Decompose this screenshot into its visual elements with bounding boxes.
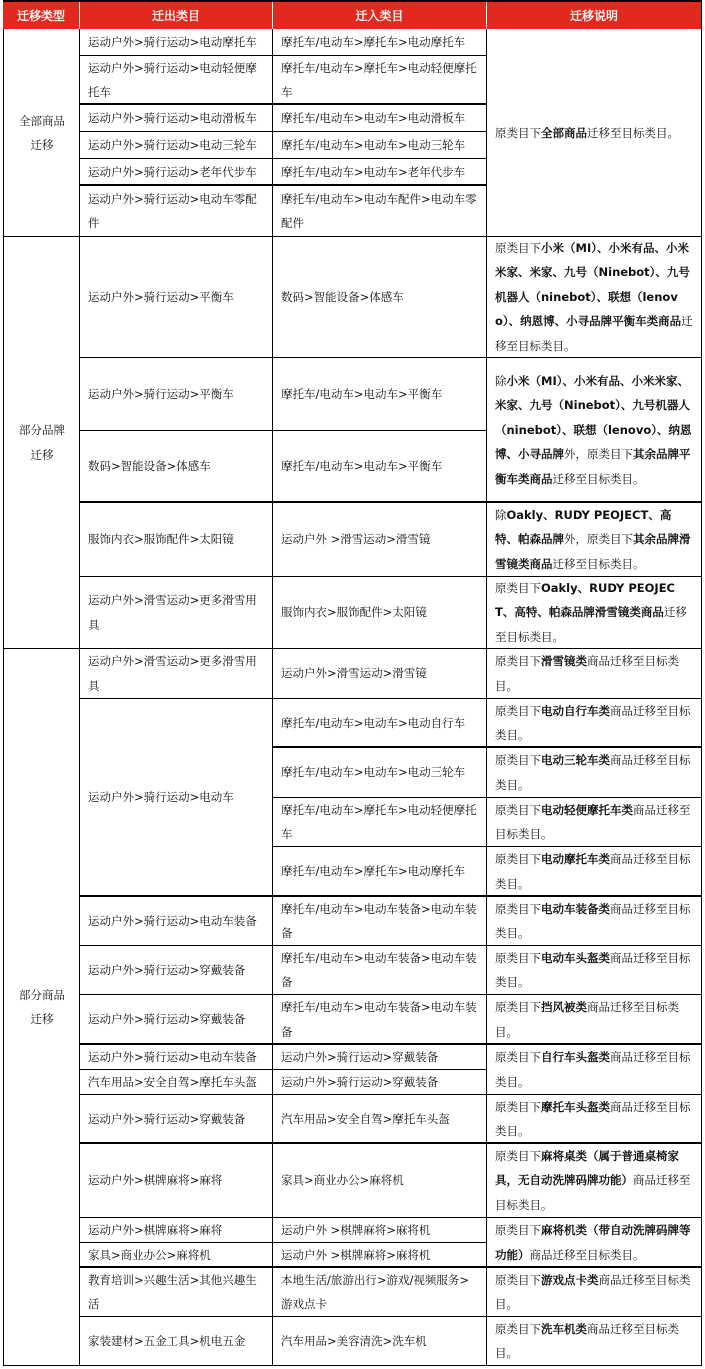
header-desc: 迁移说明 [487, 2, 701, 29]
to-category-cell-text: 摩托车/电动车>电动车>电动三轮车 [281, 137, 466, 152]
from-category-cell-text: 运动户外>骑行运动>电动轻便摩托车 [88, 60, 257, 99]
to-category-cell [273, 699, 486, 747]
migration-type-line: 迁移 [30, 138, 54, 152]
from-category-cell-text: 家具>商业办公>麻将机 [88, 1247, 211, 1262]
from-category-cell-text: 运动户外>骑行运动>平衡车 [88, 289, 234, 304]
migration-description-cell [487, 649, 701, 698]
header-from: 迁出类目 [80, 2, 272, 29]
migration-description-cell-text [495, 1218, 694, 1267]
migration-description-cell [487, 798, 701, 846]
row-divider [272, 1365, 487, 1366]
from-category-cell [80, 186, 272, 236]
description-highlight: 其余品牌平衡车类商品 [495, 447, 691, 486]
to-category-cell [273, 1045, 486, 1069]
from-category-cell-text: 运动户外>棋牌麻将>麻将 [88, 1222, 223, 1237]
to-category-cell [273, 798, 486, 846]
description-text: 原类目下 [495, 1148, 541, 1163]
header-type: 迁移类型 [3, 2, 79, 29]
from-category-cell-text: 运动户外>骑行运动>老年代步车 [88, 164, 257, 179]
from-category-cell [80, 56, 272, 104]
migration-type-cell [4, 649, 79, 1365]
description-text: 商品迁移至目标类目。 [495, 654, 679, 693]
migration-description-cell-text [495, 503, 694, 576]
migration-description-cell [487, 1317, 701, 1365]
column-divider [79, 29, 80, 1366]
description-text: 商品迁移至目标类目。 [495, 703, 691, 742]
migration-description-cell-text [495, 121, 679, 146]
column-divider [272, 29, 273, 1366]
description-text: 商品迁移至目标类目。 [495, 852, 691, 891]
to-category-cell [273, 132, 486, 158]
description-text: 原类目下 [495, 1099, 541, 1114]
from-category-cell [80, 105, 272, 131]
from-category-cell-text: 运动户外>滑雪运动>更多滑雪用具 [88, 654, 257, 693]
to-category-cell-text: 汽车用品>美容清洗>洗车机 [281, 1333, 427, 1348]
from-category-cell-text: 教育培训>兴趣生活>其他兴趣生活 [88, 1272, 257, 1311]
to-category-cell [273, 897, 486, 945]
from-category-cell-text: 运动户外>骑行运动>电动车零配件 [88, 191, 257, 230]
description-text: 商品迁移至目标类目。 [495, 1321, 679, 1360]
to-category-cell-text: 摩托车/电动车>电动车>电动三轮车 [281, 765, 466, 780]
to-category-cell-text: 运动户外>滑雪运动>滑雪镜 [281, 666, 427, 681]
description-text: 商品迁移至目标类目。 [495, 1050, 691, 1089]
description-text: 原类目下 [495, 1050, 541, 1064]
from-category-cell [80, 995, 272, 1044]
from-category-cell-text: 服饰内衣>服饰配件>太阳镜 [88, 532, 234, 547]
from-category-cell [80, 1218, 272, 1242]
to-category-cell [273, 358, 486, 430]
migration-description-cell [487, 577, 701, 648]
migration-description-cell [487, 237, 701, 357]
migration-type-cell [4, 30, 79, 236]
description-text: 迁移至目标类目。 [587, 125, 679, 140]
from-category-cell [80, 1243, 272, 1267]
description-text: 外，原类目下 [564, 532, 633, 547]
migration-description-cell-text [495, 798, 694, 846]
description-highlight: 小米（MI）、小米有品、小米米家、米家、九号（Ninebot）、九号机器人（ninebot）、联想（lenovo）、纳恩博、小寻品牌 [495, 373, 692, 462]
from-category-cell-text: 运动户外>骑行运动>电动滑板车 [88, 110, 257, 125]
to-category-cell-text: 摩托车/电动车>电动车>电动滑板车 [281, 110, 466, 125]
header-to: 迁入类目 [273, 2, 486, 29]
from-category-cell-text: 运动户外>棋牌麻将>麻将 [88, 1173, 223, 1188]
migration-type-line: 部分品牌 [19, 423, 65, 437]
description-highlight: 滑雪镜类 [541, 654, 587, 668]
description-text: 原类目下 [495, 654, 541, 668]
description-highlight: 游戏点卡类 [541, 1272, 599, 1287]
description-text: 迁移至目标类目。 [552, 556, 645, 571]
description-text: 迁移至目标类目。 [552, 471, 645, 486]
from-category-cell [80, 1070, 272, 1094]
row-divider [3, 1365, 80, 1366]
migration-type-line: 部分商品 [19, 987, 65, 1002]
description-highlight: 电动轻便摩托车类 [541, 802, 633, 817]
to-category-cell-text: 摩托车/电动车>电动车装备>电动车装备 [281, 950, 477, 989]
to-category-cell-text: 汽车用品>安全自驾>摩托车头盔 [281, 1111, 450, 1126]
to-category-cell [273, 1095, 486, 1143]
description-text: 原类目下 [495, 802, 541, 817]
description-text: 原类目下 [495, 852, 541, 866]
migration-description-cell-text [495, 369, 694, 492]
migration-description-cell [487, 748, 701, 797]
to-category-cell [273, 1144, 486, 1217]
description-text: 原类目下 [495, 753, 541, 767]
from-category-cell-text: 汽车用品>安全自驾>摩托车头盔 [88, 1074, 257, 1089]
migration-description-cell [487, 946, 701, 994]
to-category-cell-text: 摩托车/电动车>电动车>电动自行车 [281, 715, 466, 730]
migration-description-cell-text [495, 577, 694, 648]
migration-type-line: 迁移 [30, 1012, 54, 1026]
from-category-cell-text: 运动户外>滑雪运动>更多滑雪用具 [88, 593, 257, 632]
description-text: 原类目下 [495, 703, 541, 718]
migration-description-cell-text [495, 995, 694, 1044]
to-category-cell [273, 105, 486, 131]
to-category-cell [273, 847, 486, 896]
description-highlight: 麻将机类（带自动洗牌码牌等功能） [495, 1223, 691, 1262]
to-category-cell [273, 30, 486, 55]
description-text: 商品迁移至目标类目。 [495, 950, 691, 989]
description-text: 迁移至目标类目。 [495, 605, 687, 644]
description-highlight: 电动车头盔类 [541, 950, 610, 965]
description-text: 原类目下 [495, 1223, 541, 1237]
to-category-cell [273, 1218, 486, 1242]
from-category-cell [80, 946, 272, 994]
migration-description-cell [487, 1268, 701, 1316]
migration-description-cell [487, 1144, 701, 1217]
to-category-cell [273, 186, 486, 236]
migration-description-cell [487, 1218, 701, 1267]
migration-description-cell [487, 897, 701, 945]
from-category-cell [80, 431, 272, 502]
description-text: 商品迁移至目标类目。 [495, 1272, 691, 1311]
table-top-border [3, 0, 702, 2]
description-text: 外，原类目下 [564, 447, 633, 462]
description-text: 除 [495, 507, 507, 522]
column-divider [701, 0, 702, 1366]
from-category-cell-text: 运动户外>骑行运动>穿戴装备 [88, 1111, 246, 1126]
to-category-cell-text: 摩托车/电动车>电动车装备>电动车装备 [281, 901, 477, 940]
migration-description-cell [487, 1095, 701, 1143]
description-highlight: 电动自行车类 [541, 703, 610, 718]
description-highlight: Oakly、RUDY PEOJECT、高特、帕森品牌滑雪镜类商品 [495, 580, 675, 620]
migration-description-cell-text [495, 748, 694, 797]
description-text: 商品迁移至目标类目。 [495, 1000, 679, 1039]
description-highlight: 小米（MI）、小米有品、小米米家、米家、九号（Ninebot）、九号机器人（ninebot）、联想（lenovo）、纳恩博、小寻品牌平衡车类商品 [495, 240, 690, 329]
to-category-cell-text: 摩托车/电动车>电动车>平衡车 [281, 386, 443, 401]
description-text: 原类目下 [495, 125, 541, 140]
migration-description-cell-text [495, 699, 694, 747]
to-category-cell [273, 1317, 486, 1365]
description-text: 原类目下 [495, 901, 541, 916]
from-category-cell [80, 237, 272, 357]
from-category-cell [80, 159, 272, 185]
from-category-cell [80, 577, 272, 648]
to-category-cell [273, 748, 486, 797]
from-category-cell [80, 1317, 272, 1365]
description-highlight: 全部商品 [541, 125, 587, 140]
from-category-cell [80, 1144, 272, 1217]
column-divider [3, 29, 4, 1366]
to-category-cell-text: 服饰内衣>服饰配件>太阳镜 [281, 605, 427, 620]
from-category-cell-text: 运动户外>骑行运动>穿戴装备 [88, 1012, 246, 1027]
migration-description-cell-text [495, 1144, 694, 1217]
description-highlight: 自行车头盔类 [541, 1050, 610, 1064]
to-category-cell [273, 577, 486, 648]
to-category-cell-text: 运动户外 >滑雪运动>滑雪镜 [281, 532, 431, 547]
to-category-cell [273, 946, 486, 994]
to-category-cell [273, 431, 486, 502]
to-category-cell [273, 1243, 486, 1267]
from-category-cell [80, 1045, 272, 1069]
from-category-cell-text: 运动户外>骑行运动>穿戴装备 [88, 962, 246, 977]
from-category-cell [80, 699, 272, 896]
from-category-cell [80, 358, 272, 430]
migration-description-cell-text [495, 1268, 694, 1316]
description-highlight: 电动车装备类 [541, 901, 610, 916]
description-text: 商品迁移至目标类目。 [495, 1099, 691, 1138]
from-category-cell [80, 897, 272, 945]
migration-description-cell-text [495, 847, 694, 896]
to-category-cell-text: 摩托车/电动车>摩托车>电动轻便摩托车 [281, 60, 477, 99]
migration-description-cell-text [495, 946, 694, 994]
migration-type-cell-text [19, 418, 65, 467]
to-category-cell-text: 运动户外 >棋牌麻将>麻将机 [281, 1222, 431, 1237]
to-category-cell [273, 995, 486, 1044]
row-divider [79, 1365, 273, 1366]
description-highlight: 电动三轮车类 [541, 753, 610, 767]
to-category-cell-text: 运动户外 >棋牌麻将>麻将机 [281, 1247, 431, 1262]
to-category-cell-text: 摩托车/电动车>摩托车>电动摩托车 [281, 864, 466, 879]
description-highlight: 摩托车头盔类 [541, 1099, 610, 1114]
migration-description-cell-text [495, 897, 694, 945]
migration-type-cell-text [19, 109, 65, 158]
migration-description-cell [487, 503, 701, 576]
migration-type-cell-text [19, 983, 65, 1032]
migration-type-cell [4, 237, 79, 648]
to-category-cell-text: 摩托车/电动车>电动车配件>电动车零配件 [281, 191, 477, 230]
column-divider [486, 29, 487, 1366]
migration-description-cell-text [495, 237, 694, 357]
migration-description-cell [487, 30, 701, 236]
description-text: 迁移至目标类目。 [495, 314, 693, 353]
migration-description-cell [487, 995, 701, 1044]
from-category-cell [80, 649, 272, 698]
to-category-cell-text: 运动户外>骑行运动>穿戴装备 [281, 1074, 439, 1089]
row-divider [486, 1365, 702, 1366]
migration-type-line: 迁移 [30, 447, 54, 462]
to-category-cell [273, 56, 486, 104]
to-category-cell-text: 摩托车/电动车>电动车>平衡车 [281, 459, 443, 474]
from-category-cell [80, 503, 272, 576]
description-text: 商品迁移至目标类目。 [529, 1247, 645, 1262]
to-category-cell-text: 家具>商业办公>麻将机 [281, 1173, 404, 1188]
to-category-cell-text: 运动户外>骑行运动>穿戴装备 [281, 1049, 439, 1064]
migration-description-cell [487, 1045, 701, 1094]
to-category-cell-text: 摩托车/电动车>电动车>老年代步车 [281, 164, 466, 179]
description-text: 商品迁移至目标类目。 [495, 753, 691, 792]
description-highlight: 其余品牌滑雪镜类商品 [495, 532, 691, 571]
description-highlight: 挡风被类 [541, 1000, 587, 1014]
to-category-cell [273, 649, 486, 698]
to-category-cell-text: 数码>智能设备>体感车 [281, 289, 404, 304]
to-category-cell-text: 本地生活/旅游出行>游戏/视频服务>游戏点卡 [281, 1272, 470, 1311]
description-highlight: 洗车机类 [541, 1321, 587, 1336]
to-category-cell-text: 摩托车/电动车>摩托车>电动摩托车 [281, 35, 466, 50]
from-category-cell [80, 1095, 272, 1143]
migration-description-cell [487, 699, 701, 747]
from-category-cell-text: 运动户外>骑行运动>电动车装备 [88, 1049, 257, 1064]
description-text: 商品迁移至目标类目。 [495, 901, 691, 940]
description-text: 除 [495, 373, 507, 388]
from-category-cell-text: 家装建材>五金工具>机电五金 [88, 1333, 246, 1348]
migration-description-cell-text [495, 1317, 694, 1365]
description-text: 原类目下 [495, 1000, 541, 1014]
to-category-cell-text: 摩托车/电动车>摩托车>电动轻便摩托车 [281, 802, 477, 841]
migration-type-line: 全部商品 [19, 113, 65, 128]
description-text: 原类目下 [495, 950, 541, 965]
from-category-cell-text: 运动户外>骑行运动>电动车装备 [88, 913, 257, 928]
migration-description-cell-text [495, 649, 694, 698]
from-category-cell [80, 30, 272, 55]
migration-description-cell-text [495, 1095, 694, 1143]
description-highlight: Oakly、RUDY PEOJECT、高特、帕森品牌 [495, 507, 672, 547]
description-text: 原类目下 [495, 240, 541, 255]
description-highlight: 电动摩托车类 [541, 852, 610, 866]
description-text: 商品迁移至目标类目。 [495, 1173, 691, 1212]
migration-description-cell [487, 847, 701, 896]
to-category-cell [273, 1268, 486, 1316]
to-category-cell [273, 1070, 486, 1094]
from-category-cell [80, 1268, 272, 1316]
description-text: 原类目下 [495, 1321, 541, 1336]
to-category-cell-text: 摩托车/电动车>电动车装备>电动车装备 [281, 1000, 477, 1039]
migration-description-cell-text [495, 1045, 694, 1094]
description-highlight: 麻将桌类（属于普通桌椅家具，无自动洗牌码牌功能） [495, 1148, 679, 1188]
from-category-cell-text: 运动户外>骑行运动>电动三轮车 [88, 137, 257, 152]
description-text: 原类目下 [495, 1272, 541, 1287]
migration-description-cell [487, 358, 701, 502]
from-category-cell-text: 数码>智能设备>体感车 [88, 459, 211, 474]
description-text: 商品迁移至目标类目。 [495, 802, 691, 841]
to-category-cell [273, 159, 486, 185]
from-category-cell [80, 132, 272, 158]
to-category-cell [273, 237, 486, 357]
from-category-cell-text: 运动户外>骑行运动>电动车 [88, 790, 234, 805]
from-category-cell-text: 运动户外>骑行运动>平衡车 [88, 386, 234, 401]
from-category-cell-text: 运动户外>骑行运动>电动摩托车 [88, 35, 257, 50]
description-text: 原类目下 [495, 580, 541, 595]
to-category-cell [273, 503, 486, 576]
